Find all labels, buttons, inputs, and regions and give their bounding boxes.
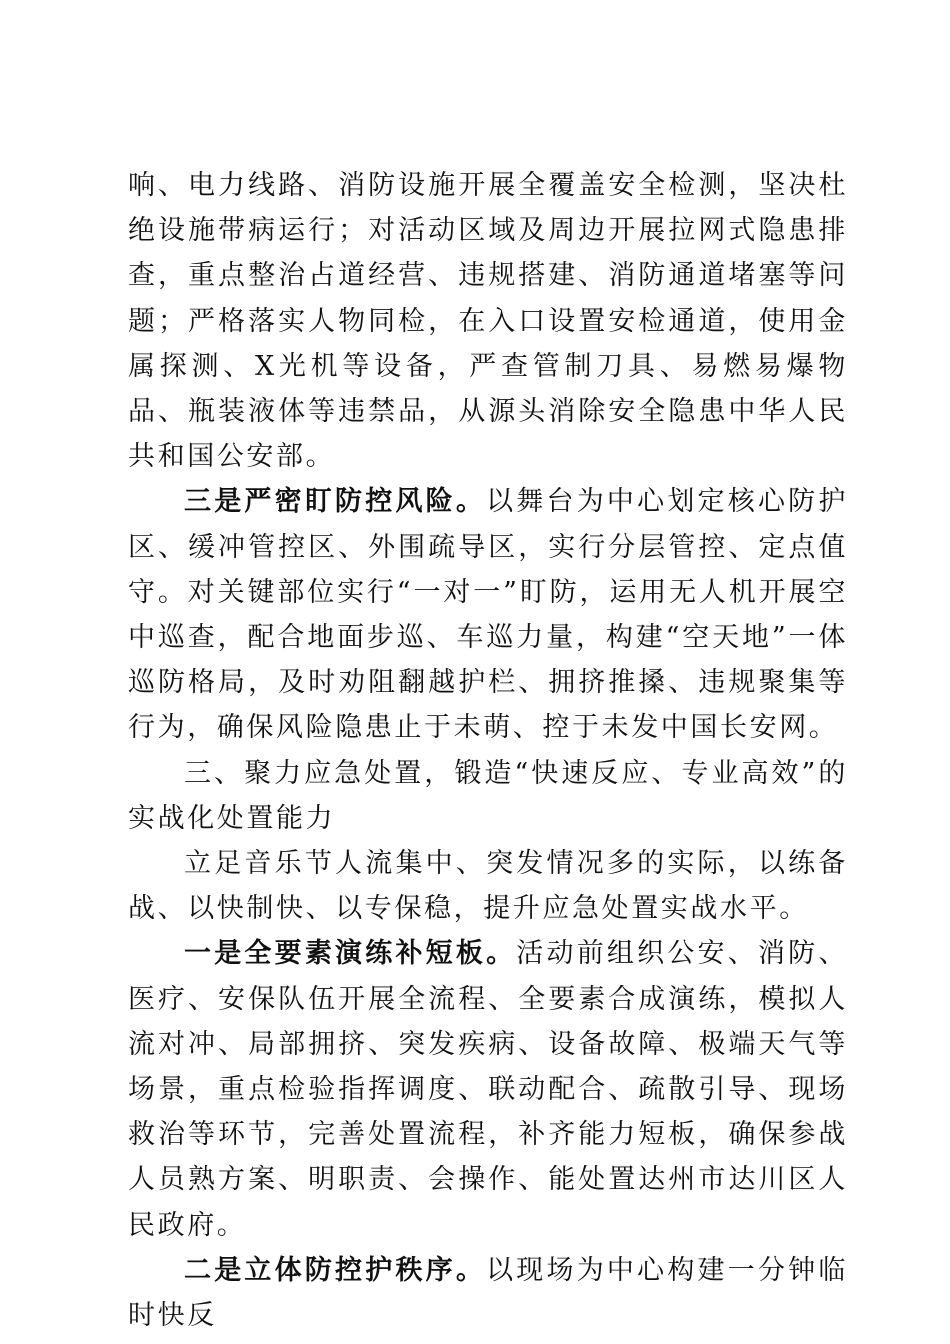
paragraph-risk-control	[128, 479, 848, 750]
paragraph-text: 立足音乐节人流集中、突发情况多的实际，以练备战、以快制快、以专保稳，提升应急处置实战水平。	[128, 848, 848, 925]
paragraph-order-control	[128, 1248, 848, 1338]
section-heading-emergency-response	[128, 751, 848, 841]
paragraph-text: 以舞台为中心划定核心防护区、缓冲管控区、外围疏导区，实行分层管控、定点值守。对关键部位实行“一对一”盯防，运用无人机开展空中巡查，配合地面步巡、车巡力量，构建“空天地”一体巡防格局，及时劝阻翻越护栏、拥挤推搡、违规聚集等行为，确保风险隐患止于未萌、控于未发中国长安网。	[128, 486, 848, 744]
paragraph-lead: 三是严密盯防控风险。	[184, 486, 487, 518]
paragraph-lead: 一是全要素演练补短板。	[184, 938, 517, 970]
paragraph-text: 响、电力线路、消防设施开展全覆盖安全检测，坚决杜绝设施带病运行；对活动区域及周边开展拉网式隐患排查，重点整治占道经营、违规搭建、消防通道堵塞等问题；严格落实人物同检，在入口设置安检通道，使用金属探测、X光机等设备，严查管制刀具、易燃易爆物品、瓶装液体等违禁品，从源头消除安全隐患中华人民共和国公安部。	[128, 170, 848, 473]
paragraph-intro	[128, 841, 848, 931]
paragraph-drills	[128, 931, 848, 1247]
document-body	[128, 163, 848, 1338]
paragraph-hazard-inspection	[128, 163, 848, 479]
section-heading-text: 三、聚力应急处置，锻造“快速反应、专业高效”的实战化处置能力	[128, 757, 848, 834]
paragraph-lead: 二是立体防控护秩序。	[184, 1254, 487, 1286]
paragraph-text: 活动前组织公安、消防、医疗、安保队伍开展全流程、全要素合成演练，模拟人流对冲、局部拥挤、突发疾病、设备故障、极端天气等场景，重点检验指挥调度、联动配合、疏散引导、现场救治等环节，完善处置流程，补齐能力短板，确保参战人员熟方案、明职责、会操作、能处置达州市达川区人民政府。	[128, 938, 848, 1241]
paragraph-text: 以现场为中心构建一分钟临时快反	[128, 1254, 848, 1332]
